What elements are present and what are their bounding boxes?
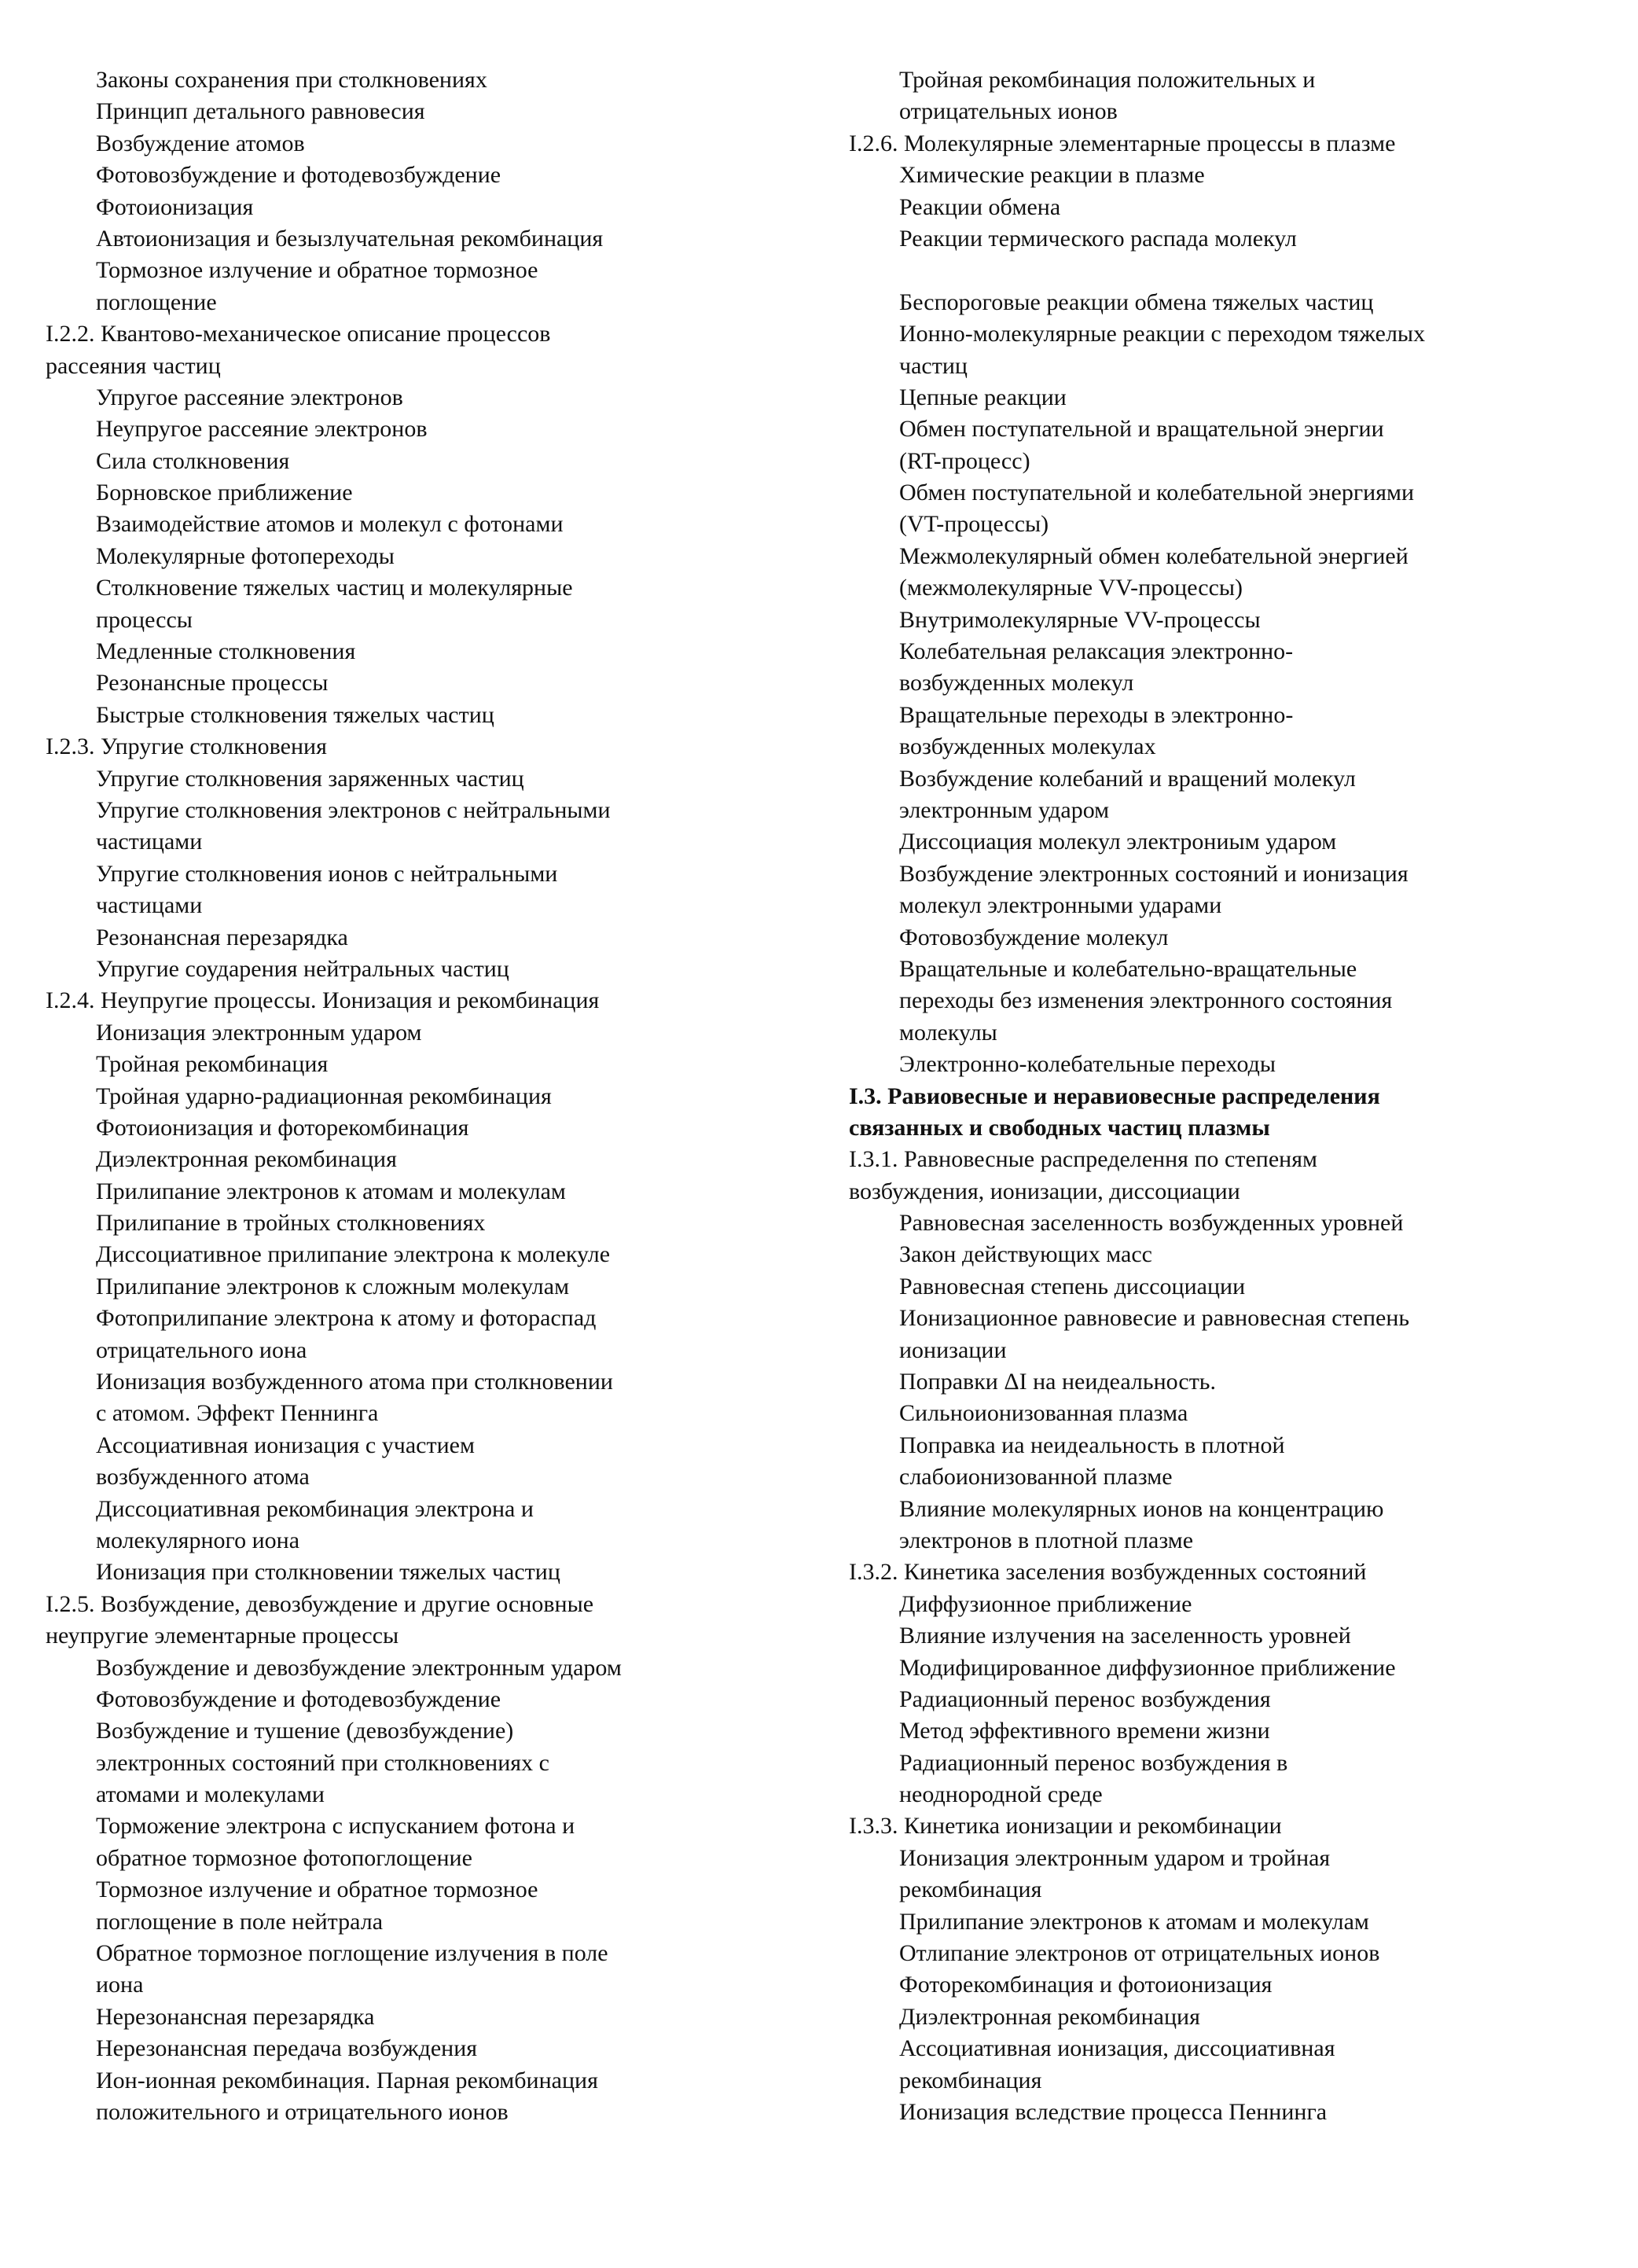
toc-entry: Модифицированное диффузионное приближение [899, 1654, 1396, 1681]
toc-entry: иона [96, 1972, 144, 1998]
toc-entry: Реакции термического распада молекул [899, 225, 1297, 252]
toc-entry: Вращательные и колебательно-вращательные [899, 955, 1357, 982]
toc-entry: Ионизация электронным ударом и тройная [899, 1844, 1331, 1871]
toc-entry: Равновесная заселенность возбужденных уровней [899, 1210, 1404, 1237]
toc-entry: Поправки ΔI на неидеальность. [899, 1369, 1216, 1395]
toc-entry: Возбуждение колебаний и вращений молекул [899, 765, 1356, 792]
toc-entry: Тормозное излучение и обратное тормозное [96, 257, 538, 284]
toc-entry: Прилипание электронов к атомам и молекулам [899, 1908, 1369, 1935]
toc-entry: Фотоприлипание электрона к атому и фотораспад [96, 1305, 597, 1332]
toc-entry: Ионно-молекулярные реакции с переходом тяжелых [899, 321, 1426, 347]
toc-entry: атомами и молекулами [96, 1781, 325, 1808]
toc-entry: Химические реакции в плазме [899, 162, 1205, 189]
toc-entry: Фотовозбуждение и фотодевозбуждение [96, 162, 501, 189]
toc-entry: Взаимодействие атомов и молекул с фотонами [96, 511, 564, 538]
toc-entry: положительного и отрицательного ионов [96, 2099, 509, 2125]
toc-entry: Метод эффективного времени жизни [899, 1718, 1270, 1744]
toc-entry: Внутримолекулярные VV-процессы [899, 606, 1261, 633]
toc-entry: Диэлектронная рекомбинация [899, 2003, 1200, 2030]
toc-section-heading: I.2.5. Возбуждение, девозбуждение и другие основные [46, 1590, 594, 1617]
toc-entry: Влияние молекулярных ионов на концентрацию [899, 1495, 1384, 1522]
toc-entry: Обмен поступательной и колебательной энергиями [899, 480, 1415, 506]
toc-entry: поглощение в поле нейтрала [96, 1908, 384, 1935]
toc-entry: слабоионизованной плазме [899, 1464, 1173, 1491]
toc-entry: Возбуждение атомов [96, 130, 305, 156]
toc-entry: ионизации [899, 1336, 1007, 1363]
toc-entry: электронным ударом [899, 796, 1110, 823]
toc-entry: (RT-процесс) [899, 447, 1030, 474]
toc-entry: электронных состояний при столкновениях с [96, 1749, 549, 1776]
toc-entry: Нерезонансная передача возбуждения [96, 2035, 478, 2062]
toc-entry: Радиационный перенос возбуждения в [899, 1749, 1288, 1776]
toc-entry [849, 255, 1603, 286]
toc-entry: Ионизация вследствие процесса Пеннинга [899, 2099, 1328, 2125]
toc-entry: Упругое рассеяние электронов [96, 384, 403, 410]
toc-entry: Поправка иа неидеальность в плотной [899, 1432, 1285, 1458]
toc-entry: Фотоионизация [96, 193, 254, 220]
toc-entry: Возбуждение и девозбуждение электронным ударом [96, 1654, 622, 1681]
toc-entry: Торможение электрона с испусканием фотона и [96, 1813, 575, 1840]
toc-entry: обратное тормозное фотопоглощение [96, 1844, 472, 1871]
toc-right-column [849, 64, 1603, 2128]
toc-section-heading: I.2.6. Молекулярные элементарные процессы в плазме [849, 130, 1396, 156]
toc-entry: поглощение [96, 289, 217, 315]
toc-entry: Диссоциативная рекомбинация электрона и [96, 1495, 534, 1522]
toc-section-heading: возбуждения, ионизации, диссоциации [849, 1178, 1240, 1204]
toc-entry: переходы без изменения электронного состояния [899, 987, 1393, 1014]
toc-entry: Электронно-колебательные переходы [899, 1051, 1276, 1078]
toc-entry: Прилипание в тройных столкновениях [96, 1210, 486, 1237]
toc-entry: Борновское приближение [96, 480, 353, 506]
toc-entry: возбужденного атома [96, 1464, 310, 1491]
toc-entry: Законы сохранения при столкновениях [96, 67, 487, 93]
toc-entry: Ионизационное равновесие и равновесная степень [899, 1305, 1410, 1332]
toc-entry: Молекулярные фотопереходы [96, 542, 395, 569]
toc-entry: Цепные реакции [899, 384, 1067, 410]
toc-section-heading: рассеяния частиц [46, 352, 221, 379]
toc-section-heading: I.2.4. Неупругие процессы. Ионизация и рекомбинация [46, 987, 600, 1014]
toc-entry: Упругие соударения нейтральных частиц [96, 955, 509, 982]
toc-entry: Нерезонансная перезарядка [96, 2003, 375, 2030]
toc-entry: Диэлектронная рекомбинация [96, 1146, 397, 1173]
toc-entry: Фотовозбуждение и фотодевозбуждение [96, 1685, 501, 1712]
toc-entry: молекул электронными ударами [899, 892, 1222, 919]
toc-entry: Быстрые столкновения тяжелых частиц [96, 701, 494, 728]
toc-entry: Фотоионизация и фоторекомбинация [96, 1114, 469, 1141]
toc-entry: Резонансная перезарядка [96, 924, 348, 950]
toc-entry: Принцип детального равновесия [96, 98, 425, 125]
toc-left-column [46, 64, 800, 2128]
toc-entry: Отлипание электронов от отрицательных ионов [899, 1940, 1380, 1967]
toc-entry: Столкновение тяжелых частиц и молекулярные [96, 575, 573, 601]
toc-entry: Ион-ионная рекомбинация. Парная рекомбинация [96, 2067, 598, 2093]
toc-entry: возбужденных молекулах [899, 733, 1156, 760]
toc-entry: Ассоциативная ионизация, диссоциативная [899, 2035, 1335, 2062]
toc-section-heading: I.3. Равиовесные и неравиовесные распределения [849, 1083, 1380, 1109]
toc-entry: отрицательного иона [96, 1336, 307, 1363]
toc-entry: Колебательная релаксация электронно- [899, 638, 1294, 665]
toc-entry: Обмен поступательной и вращательной энергии [899, 416, 1384, 443]
toc-entry: Реакции обмена [899, 193, 1061, 220]
toc-entry: Фоторекомбинация и фотоионизация [899, 1972, 1273, 1998]
toc-entry: (VT-процессы) [899, 511, 1049, 538]
toc-entry: рекомбинация [899, 2067, 1042, 2093]
toc-entry: неоднородной среде [899, 1781, 1103, 1808]
toc-entry: Беспороговые реакции обмена тяжелых частиц [899, 289, 1374, 315]
toc-entry: Ионизация электронным ударом [96, 1019, 422, 1046]
toc-entry: возбужденных молекул [899, 670, 1134, 697]
toc-entry: электронов в плотной плазме [899, 1527, 1194, 1553]
toc-section-heading: I.2.3. Упругие столкновения [46, 733, 327, 760]
toc-entry: Межмолекулярный обмен колебательной энергией [899, 542, 1408, 569]
toc-entry: Вращательные переходы в электронно- [899, 701, 1294, 728]
toc-section-heading: I.2.2. Квантово-механическое описание процессов [46, 321, 551, 347]
toc-entry: молекулы [899, 1019, 997, 1046]
toc-entry: частицами [96, 829, 203, 855]
toc-entry: Диссоциативное прилипание электрона к молекуле [96, 1241, 611, 1268]
toc-entry: Равновесная степень диссоциации [899, 1273, 1246, 1299]
toc-entry: с атомом. Эффект Пеннинга [96, 1400, 379, 1427]
toc-entry: Упругие столкновения ионов с нейтральными [96, 860, 558, 887]
toc-entry: Ионизация возбужденного атома при столкновении [96, 1369, 613, 1395]
toc-entry: частицами [96, 892, 203, 919]
toc-entry: Обратное тормозное поглощение излучения в поле [96, 1940, 608, 1967]
toc-entry: Сильноионизованная плазма [899, 1400, 1188, 1427]
toc-entry: рекомбинация [899, 1877, 1042, 1903]
toc-entry: Резонансные процессы [96, 670, 329, 697]
toc-entry: Закон действующих масс [899, 1241, 1152, 1268]
toc-entry: Возбуждение и тушение (девозбуждение) [96, 1718, 514, 1744]
toc-entry: Возбуждение электронных состояний и ионизация [899, 860, 1408, 887]
toc-entry: Тройная рекомбинация положительных и [899, 67, 1316, 93]
toc-entry: Тормозное излучение и обратное тормозное [96, 1877, 538, 1903]
toc-entry: частиц [899, 352, 968, 379]
toc-entry: Диссоциация молекул электрониым ударом [899, 829, 1337, 855]
toc-entry: Неупругое рассеяние электронов [96, 416, 428, 443]
toc-entry: Сила столкновения [96, 447, 290, 474]
toc-entry: (межмолекулярные VV-процессы) [899, 575, 1243, 601]
toc-entry: Прилипание электронов к атомам и молекулам [96, 1178, 566, 1204]
toc-entry: Ионизация при столкновении тяжелых частиц [96, 1559, 560, 1586]
toc-entry: Упругие столкновения электронов с нейтральными [96, 796, 611, 823]
toc-entry: Автоионизация и безызлучательная рекомбинация [96, 225, 604, 252]
toc-entry: Ассоциативная ионизация с участием [96, 1432, 475, 1458]
toc-entry: Упругие столкновения заряженных частиц [96, 765, 524, 792]
toc-entry: процессы [96, 606, 193, 633]
toc-entry: Медленные столкновения [96, 638, 356, 665]
toc-entry: Тройная рекомбинация [96, 1051, 329, 1078]
toc-section-heading: неупругие элементарные процессы [46, 1623, 399, 1649]
toc-section-heading: I.3.2. Кинетика заселения возбужденных состояний [849, 1559, 1367, 1586]
toc-entry: Влияние излучения на заселенность уровней [899, 1623, 1351, 1649]
toc-entry: отрицательных ионов [899, 98, 1118, 125]
toc-entry: Прилипание электронов к сложным молекулам [96, 1273, 570, 1299]
toc-section-heading: I.3.3. Кинетика ионизации и рекомбинации [849, 1813, 1282, 1840]
toc-entry: Диффузионное приближение [899, 1590, 1192, 1617]
toc-entry: Радиационный перенос возбуждения [899, 1685, 1271, 1712]
toc-entry: Фотовозбуждение молекул [899, 924, 1169, 950]
toc-entry: молекулярного иона [96, 1527, 300, 1553]
toc-section-heading: связанных и свободных частиц плазмы [849, 1114, 1270, 1141]
toc-entry: Тройная ударно-радиационная рекомбинация [96, 1083, 552, 1109]
toc-section-heading: I.3.1. Равновесные распределення по степеням [849, 1146, 1317, 1173]
